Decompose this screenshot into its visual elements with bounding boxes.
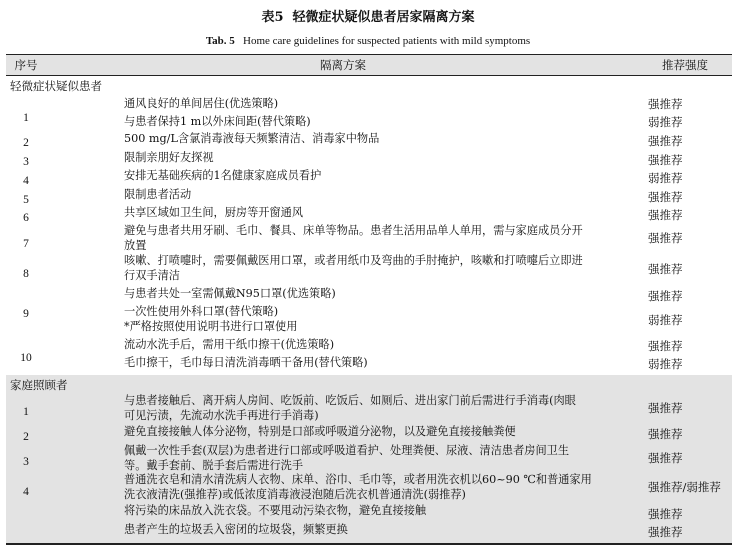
recommendation-level: 弱推荐 [648,171,683,185]
row-number: 8 [23,268,29,280]
measure-text: 安排无基础疾病的1名健康家庭成员看护 [124,169,322,182]
row-number: 3 [23,156,29,168]
recommendation-level: 强推荐 [648,339,683,353]
measure-text: 咳嗽、打喷嚏时，需要佩戴医用口罩，或者用纸巾及弯曲的手肘掩护，咳嗽和打喷嚏后立即进 行双手清洁 [124,254,583,282]
measure-text: 流动水洗手后，需用干纸巾擦干(优选策略) [124,338,335,351]
measure-text: 限制患者活动 [124,188,192,201]
recommendation-level: 强推荐 [648,262,683,276]
recommendation-level: 强推荐 [648,525,683,539]
row-number: 5 [23,194,29,206]
header-background [6,55,732,75]
recommendation-level: 强推荐 [648,190,683,204]
measure-text: 普通洗衣皂和清水清洗病人衣物、床单、浴巾、毛巾等，或者用洗衣机以60~90 ℃和普通家用 洗衣液清洗(强推荐)或低浓度消毒液浸泡随后洗衣机普通清洗(弱推荐) [124,473,592,501]
measure-text: 毛巾擦干，毛巾每日清洗消毒晒干备用(替代策略) [124,356,368,369]
measure-text: 通风良好的单间居住(优选策略) [124,97,279,110]
table-number-cn: 表5 [261,10,284,25]
measure-text: 限制亲朋好友探视 [124,151,214,164]
measure-text: 一次性使用外科口罩(替代策略) *严格按照使用说明书进行口罩使用 [124,305,298,333]
row-number: 4 [23,175,29,187]
measure-text: 避免直接接触人体分泌物，特别是口部或呼吸道分泌物，以及避免直接接触粪便 [124,425,516,438]
recommendation-level: 强推荐 [648,153,683,167]
recommendation-level: 强推荐 [648,231,683,245]
measure-text: 与患者接触后、离开病人房间、吃饭前、吃饭后、如厕后、进出家门前后需进行手消毒(肉眼 可见污渍，先流动水洗手再进行手消毒) [124,394,576,422]
recommendation-level: 弱推荐 [648,115,683,129]
row-number: 1 [23,406,29,418]
recommendation-level: 强推荐 [648,208,683,222]
measure-text: 佩戴一次性手套(双层)为患者进行口部或呼吸道看护、处理粪便、尿液、清洁患者房间卫生 等。戴手套前、脱手套后需进行洗手 [124,444,570,472]
measure-text: 500 mg/L含氯消毒液每天频繁清洁、消毒家中物品 [124,132,380,145]
table-number-en: Tab. 5 [205,35,235,47]
bottom-rule [6,543,732,545]
row-number: 9 [23,308,29,320]
row-number: 6 [23,212,29,224]
recommendation-level: 强推荐 [648,401,683,415]
recommendation-level: 强推荐 [648,289,683,303]
row-number: 1 [23,112,29,124]
recommendation-level: 强推荐 [648,427,683,441]
recommendation-level: 弱推荐 [648,357,683,371]
recommendation-level: 强推荐 [648,451,683,465]
recommendation-level: 强推荐 [648,97,683,111]
header-measure: 隔离方案 [320,58,366,72]
header-recommendation: 推荐强度 [662,58,708,72]
group-title-family: 家庭照顾者 [10,378,68,392]
table-title-cn [0,10,736,26]
row-number: 3 [23,456,29,468]
measure-text: 避免与患者共用牙刷、毛巾、餐具、床单等物品。患者生活用品单人单用，需与家庭成员分开 放置 [124,224,583,252]
measure-text: 与患者共处一室需佩戴N95口罩(优选策略) [124,287,336,300]
measure-text: 共享区域如卫生间，厨房等开窗通风 [124,206,304,219]
measure-text: 将污染的床品放入洗衣袋。不要甩动污染衣物，避免直接接触 [124,504,427,517]
measure-text: 与患者保持1 m以外床间距(替代策略) [124,115,311,128]
row-number: 2 [23,137,29,149]
recommendation-level: 弱推荐 [648,313,683,327]
row-number: 10 [20,352,32,364]
row-number: 4 [23,486,29,498]
group-title-patient: 轻微症状疑似患者 [10,79,102,93]
table-title-en-text: Home care guidelines for suspected patients with mild symptoms [243,35,531,47]
table-title-cn-text: 轻微症状疑似患者居家隔离方案 [292,10,475,25]
recommendation-level: 强推荐 [648,507,683,521]
row-number: 7 [23,238,29,250]
recommendation-level: 强推荐 [648,134,683,148]
table-title-en [0,34,736,48]
recommendation-level: 强推荐/弱推荐 [648,480,721,494]
row-number: 2 [23,431,29,443]
header-rule [6,75,732,76]
header-number: 序号 [14,58,38,72]
measure-text: 患者产生的垃圾丢入密闭的垃圾袋，频繁更换 [124,523,348,536]
